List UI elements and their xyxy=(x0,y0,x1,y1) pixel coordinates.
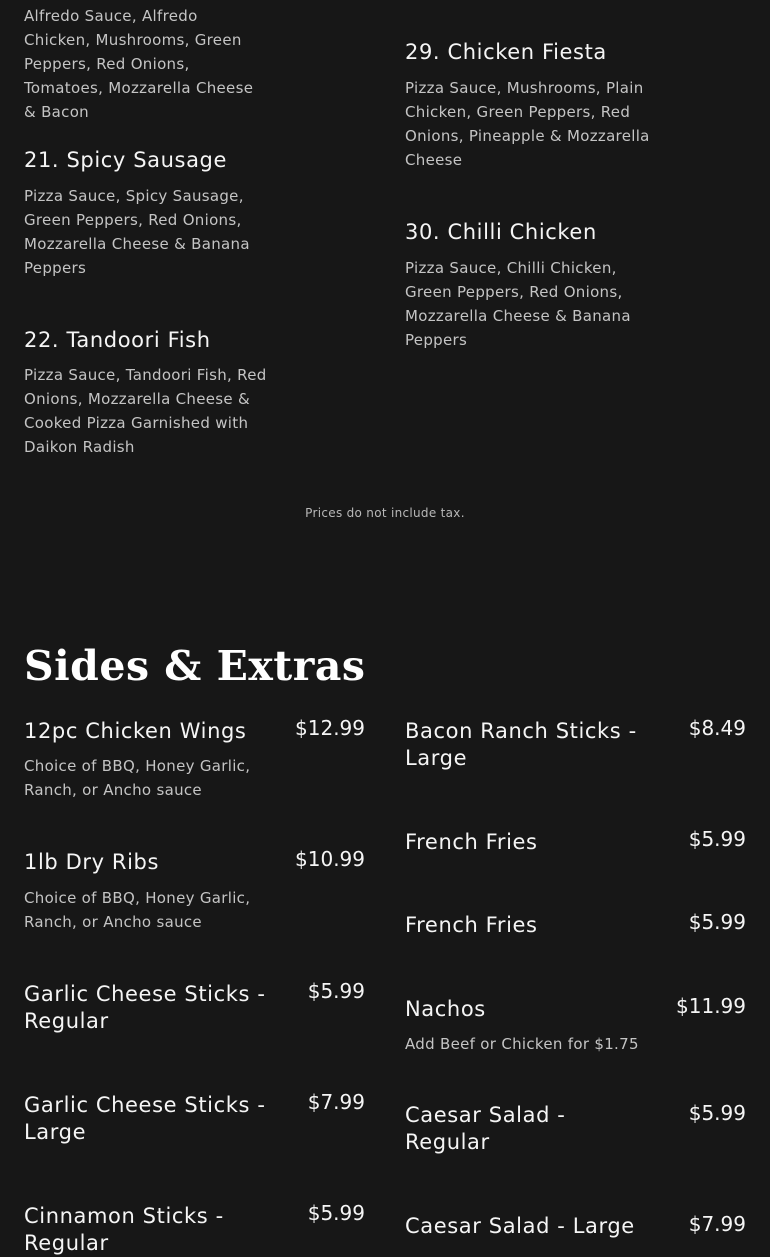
pizza-item-description: Alfredo Sauce, Alfredo Chicken, Mushrooms, Green Peppers, Red Onions, Tomatoes, Mozzarella Cheese & Bacon xyxy=(24,7,254,121)
side-item-price: $5.99 xyxy=(307,979,365,1003)
side-item-description: Choice of BBQ, Honey Garlic, Ranch, or Ancho sauce xyxy=(24,757,251,799)
side-item-price: $7.99 xyxy=(307,1090,365,1114)
side-item-price: $5.99 xyxy=(688,910,746,934)
pizza-item-description: Pizza Sauce, Mushrooms, Plain Chicken, Green Peppers, Red Onions, Pineapple & Mozzarella Cheese xyxy=(405,79,650,169)
side-item-title: Nachos xyxy=(405,997,486,1021)
pizza-item-description: Pizza Sauce, Spicy Sausage, Green Peppers, Red Onions, Mozzarella Cheese & Banana Peppers xyxy=(24,187,250,277)
side-item-title: Bacon Ranch Sticks - Large xyxy=(405,719,637,770)
side-item-price: $8.49 xyxy=(688,716,746,740)
side-item-price: $12.99 xyxy=(295,716,365,740)
side-item-price: $5.99 xyxy=(307,1201,365,1225)
side-item-title: French Fries xyxy=(405,913,538,937)
side-item-title: 1lb Dry Ribs xyxy=(24,850,160,874)
pizza-item-title: 29. Chicken Fiesta xyxy=(405,40,607,64)
side-item-title: Garlic Cheese Sticks - Regular xyxy=(24,982,266,1033)
pizza-item-title: 21. Spicy Sausage xyxy=(24,148,227,172)
side-item-price: $11.99 xyxy=(676,994,746,1018)
side-item-title: Caesar Salad - Large xyxy=(405,1214,635,1238)
side-item-price: $7.99 xyxy=(688,1212,746,1236)
side-item-title: Caesar Salad - Regular xyxy=(405,1103,566,1154)
pizza-item-title: 22. Tandoori Fish xyxy=(24,328,211,352)
side-item-title: Garlic Cheese Sticks - Large xyxy=(24,1093,266,1144)
side-item-price: $5.99 xyxy=(688,1101,746,1125)
side-item-title: 12pc Chicken Wings xyxy=(24,719,247,743)
side-item-price: $10.99 xyxy=(295,847,365,871)
pizza-item-description: Pizza Sauce, Chilli Chicken, Green Peppers, Red Onions, Mozzarella Cheese & Banana Peppers xyxy=(405,259,631,349)
tax-note: Prices do not include tax. xyxy=(305,506,465,520)
section-heading-sides: Sides & Extras xyxy=(24,642,366,690)
side-item-price: $5.99 xyxy=(688,827,746,851)
side-item-description: Choice of BBQ, Honey Garlic, Ranch, or Ancho sauce xyxy=(24,889,251,931)
pizza-item-title: 30. Chilli Chicken xyxy=(405,220,597,244)
side-item-description: Add Beef or Chicken for $1.75 xyxy=(405,1035,639,1053)
side-item-title: French Fries xyxy=(405,830,538,854)
pizza-item-description: Pizza Sauce, Tandoori Fish, Red Onions, Mozzarella Cheese & Cooked Pizza Garnished with Daikon Radish xyxy=(24,366,267,456)
side-item-title: Cinnamon Sticks - Regular xyxy=(24,1204,224,1255)
